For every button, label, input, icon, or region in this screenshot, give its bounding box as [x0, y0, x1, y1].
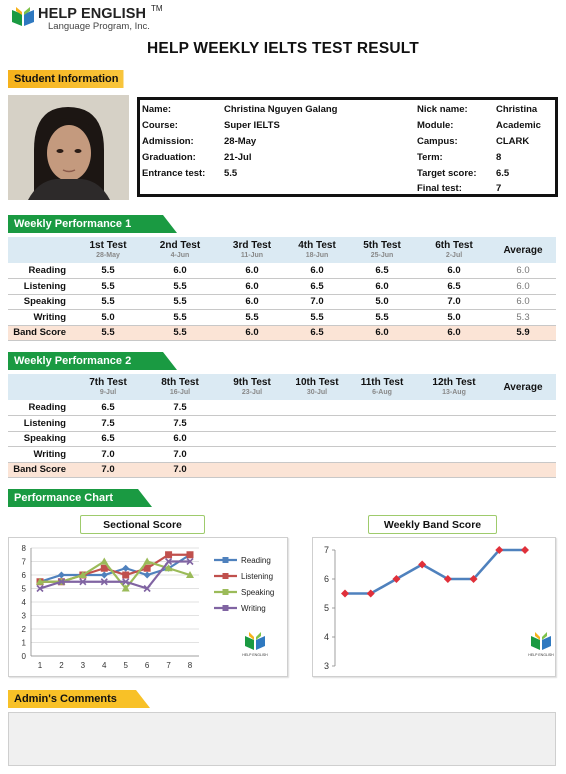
brand-subtitle: Language Program, Inc.: [48, 21, 150, 32]
legend-marker: [223, 589, 229, 595]
table-row: Listening 7.5 7.5: [8, 416, 556, 432]
average-header: Average: [490, 237, 556, 263]
x-tick-label: 3: [80, 661, 86, 670]
weekly-band-score-chart-frame: [312, 537, 556, 677]
final-value: 7: [496, 183, 502, 194]
test-header: 3rd Test 11-Jun: [216, 237, 288, 263]
test-header: 1st Test 28-May: [72, 237, 144, 263]
sectional-score-chart-frame: [8, 537, 288, 677]
small-logo-icon: [242, 632, 268, 657]
admin-comments-box: [8, 712, 556, 766]
x-tick-label: 8: [187, 661, 193, 670]
student-info-header: [8, 70, 156, 88]
legend-marker: [223, 573, 229, 579]
weekly-band-score-chart: [313, 538, 557, 678]
page-title: HELP WEEKLY IELTS TEST RESULT: [147, 40, 419, 57]
data-point: [100, 558, 108, 565]
data-point: [165, 551, 172, 558]
student-info-box: [137, 97, 558, 197]
test-header: 11th Test 6-Aug: [346, 374, 418, 400]
y-tick-label: 1: [21, 638, 26, 648]
table-header-row: [8, 374, 556, 400]
test-header: 6th Test 2-Jul: [418, 237, 490, 263]
student-info-header-label: Student Information: [14, 73, 119, 85]
table-row: Writing 7.0 7.0: [8, 447, 556, 463]
x-tick-label: 7: [166, 661, 171, 670]
entrance-value: 5.5: [224, 168, 238, 179]
performance-chart-header-label: Performance Chart: [14, 492, 114, 504]
legend-label-speaking: Speaking: [241, 588, 275, 597]
data-point: [122, 572, 129, 579]
x-tick-label: 2: [59, 661, 64, 670]
table-row: Writing 5.0 5.5 5.5 5.5 5.5 5.0 5.3: [8, 310, 556, 326]
test-header: 9th Test 23-Jul: [216, 374, 288, 400]
x-tick-label: 4: [102, 661, 107, 670]
band-score-row: Band Score 5.5 5.5 6.0 6.5 6.0 6.0 5.9: [8, 325, 556, 341]
test-header: 10th Test 30-Jul: [288, 374, 346, 400]
help-english-logo: [10, 4, 180, 34]
nickname-label: Nick name:: [417, 104, 468, 115]
admission-value: 28-May: [224, 136, 257, 147]
graduation-value: 21-Jul: [224, 152, 252, 163]
admission-label: Admission:: [142, 136, 194, 147]
x-tick-label: 1: [37, 661, 43, 670]
x-tick-label: 6: [144, 661, 150, 670]
student-photo: [8, 95, 129, 200]
brand-name: HELP ENGLISH: [38, 6, 147, 22]
table-row: Reading 6.5 7.5: [8, 400, 556, 416]
x-tick-label: 5: [123, 661, 128, 670]
table-row: Speaking 5.5 5.5 6.0 7.0 5.0 7.0 6.0: [8, 294, 556, 310]
table-row: Reading 5.5 6.0 6.0 6.0 6.5 6.0 6.0: [8, 263, 556, 279]
y-tick-label: 2: [21, 625, 26, 634]
data-point: [144, 572, 151, 579]
term-label: Term:: [417, 152, 443, 163]
logo-text: HELP ENGLISH: [242, 653, 268, 657]
y-tick-label: 5: [21, 584, 26, 594]
test-header: 5th Test 25-Jun: [346, 237, 418, 263]
y-tick-label: 7: [21, 557, 26, 567]
legend-label-writing: Writing: [241, 604, 266, 613]
data-point: [341, 590, 349, 598]
performance-chart-header: [8, 489, 138, 507]
weekly-performance-1-table: [8, 237, 556, 341]
module-label: Module:: [417, 120, 454, 131]
test-header: 12th Test 13-Aug: [418, 374, 490, 400]
legend-label-listening: Listening: [241, 572, 274, 581]
course-value: Super IELTS: [224, 120, 280, 131]
target-value: 6.5: [496, 168, 510, 179]
legend-label-reading: Reading: [241, 556, 271, 565]
data-point: [58, 572, 65, 579]
y-tick-label: 6: [323, 574, 329, 584]
table-row: Listening 5.5 5.5 6.0 6.5 6.0 6.5 6.0: [8, 279, 556, 295]
test-header: 4th Test 18-Jun: [288, 237, 346, 263]
weekly-performance-2-header-label: Weekly Performance 2: [14, 355, 132, 367]
data-point: [143, 558, 151, 565]
y-tick-label: 4: [21, 598, 26, 607]
sectional-score-title: Sectional Score: [80, 515, 205, 534]
table-header-row: [8, 237, 556, 263]
student-name: Christina Nguyen Galang: [224, 104, 338, 115]
table-row: Speaking 6.5 6.0: [8, 431, 556, 447]
graduation-label: Graduation:: [142, 152, 196, 163]
weekly-performance-1-header: [8, 215, 163, 233]
y-tick-label: 6: [21, 571, 26, 580]
campus-label: Campus:: [417, 136, 458, 147]
student-portrait-icon: [8, 95, 129, 200]
name-label: Name:: [142, 104, 172, 115]
y-tick-label: 8: [21, 544, 26, 553]
term-value: 8: [496, 152, 502, 163]
admin-comments-header-label: Admin's Comments: [14, 693, 117, 705]
y-tick-label: 5: [323, 603, 329, 613]
test-header: 8th Test 16-Jul: [144, 374, 216, 400]
weekly-performance-2-header: [8, 352, 163, 370]
final-label: Final test:: [417, 183, 462, 194]
data-point: [122, 565, 129, 572]
y-tick-label: 3: [21, 611, 26, 621]
test-header: 2nd Test 4-Jun: [144, 237, 216, 263]
data-point: [187, 551, 194, 558]
trademark: TM: [151, 4, 163, 13]
y-tick-label: 4: [323, 632, 329, 642]
course-label: Course:: [142, 120, 178, 131]
module-value: Academic: [496, 120, 541, 131]
band-score-line: [345, 550, 525, 594]
sectional-score-chart: [9, 538, 289, 678]
y-tick-label: 3: [323, 661, 329, 671]
data-point: [101, 572, 108, 579]
admin-comments-header: [8, 690, 136, 708]
average-header: Average: [490, 374, 556, 400]
campus-value: CLARK: [496, 136, 530, 147]
weekly-performance-1-header-label: Weekly Performance 1: [14, 218, 132, 230]
data-point: [521, 546, 529, 554]
legend-marker: [223, 557, 229, 563]
y-tick-label: 0: [21, 652, 26, 661]
target-label: Target score:: [417, 168, 477, 179]
test-header: 7th Test 9-Jul: [72, 374, 144, 400]
nickname-value: Christina: [496, 104, 538, 115]
entrance-label: Entrance test:: [142, 168, 206, 179]
weekly-performance-2-table: [8, 374, 556, 478]
y-tick-label: 7: [323, 545, 329, 555]
legend-marker: [223, 605, 229, 611]
weekly-band-score-title: Weekly Band Score: [368, 515, 497, 534]
small-logo-icon: [528, 632, 554, 657]
band-score-row: Band Score 7.0 7.0: [8, 462, 556, 478]
book-logo-icon: [10, 6, 36, 28]
logo-text: HELP ENGLISH: [528, 653, 554, 657]
